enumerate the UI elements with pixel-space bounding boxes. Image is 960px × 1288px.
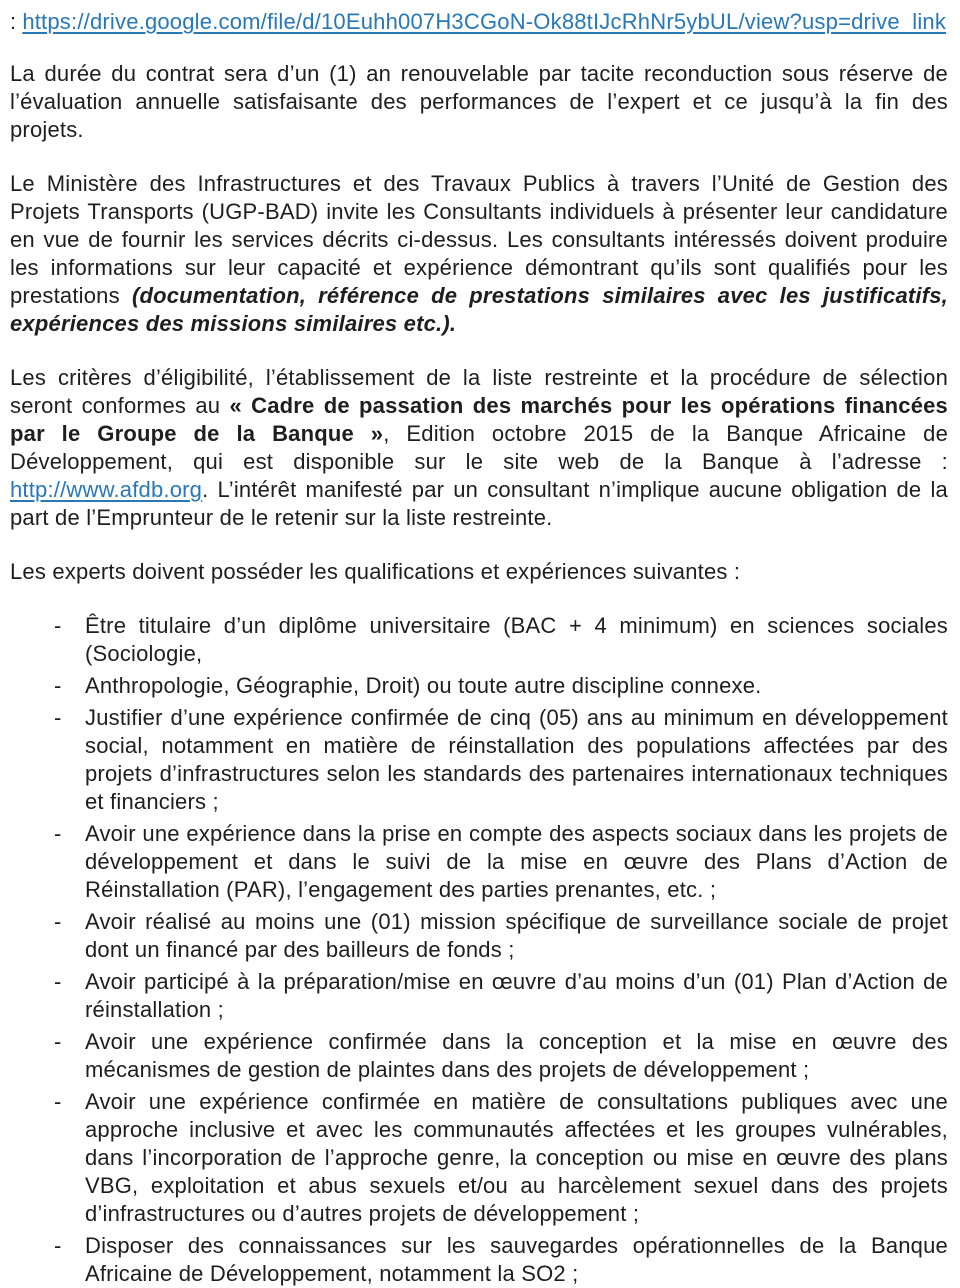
requirement-text: Disposer des connaissances sur les sauvegardes opérationnelles de la Banque Africaine de Développement, notamment la SO2 ; xyxy=(85,1233,948,1286)
list-item xyxy=(10,612,948,668)
paragraph-emphasis-documentation: (documentation, référence de prestations similaires avec les justificatifs, expériences des missions similaires etc.). xyxy=(10,283,948,336)
paragraph-text: , Edition octobre 2015 de la Banque Africaine de Développement, qui est disponible sur le site web de la Banque à l’adresse : xyxy=(10,421,949,474)
paragraph-text: Les critères d’éligibilité, l’établissement de la liste restreinte et la procédure de sélection seront conformes au xyxy=(10,365,948,418)
list-item xyxy=(10,968,948,1024)
list-item xyxy=(10,1232,948,1288)
requirements-list xyxy=(10,612,948,1288)
bullet-dash: - xyxy=(54,705,62,730)
requirement-text: Être titulaire d’un diplôme universitaire (BAC + 4 minimum) en sciences sociales (Sociologie, xyxy=(85,613,948,666)
paragraph-emphasis-cadre: « Cadre de passation des marchés pour les opérations financées par le Groupe de la Banque » xyxy=(10,393,948,446)
drive-link-line xyxy=(10,8,948,36)
paragraph-invitation xyxy=(10,170,948,338)
list-item xyxy=(10,1028,948,1084)
bullet-dash: - xyxy=(54,969,62,994)
bullet-dash: - xyxy=(54,1089,62,1114)
list-item xyxy=(10,820,948,904)
paragraph-text: . L’intérêt manifesté par un consultant n’implique aucune obligation de la part de l’Emprunteur de le retenir sur la liste restreinte. xyxy=(10,477,948,530)
list-item xyxy=(10,672,948,700)
requirement-text: Justifier d’une expérience confirmée de cinq (05) ans au minimum en développement social, notamment en matière de réinstallation des populations affectées par des projets d’infrastructures selon les standards des partenaires internationaux techniques et financiers ; xyxy=(85,705,948,814)
requirement-text: Avoir réalisé au moins une (01) mission spécifique de surveillance sociale de projet dont un financé par des bailleurs de fonds ; xyxy=(85,909,948,962)
afdb-link[interactable]: http://www.afdb.org xyxy=(10,477,203,502)
bullet-dash: - xyxy=(54,613,62,638)
paragraph-contract-duration xyxy=(10,60,948,144)
requirement-text: Anthropologie, Géographie, Droit) ou toute autre discipline connexe. xyxy=(85,673,762,698)
qualifications-heading: Les experts doivent posséder les qualifications et expériences suivantes : xyxy=(10,559,741,584)
bullet-dash: - xyxy=(54,1029,62,1054)
bullet-dash: - xyxy=(54,673,62,698)
drive-link[interactable]: https://drive.google.com/file/d/10Euhh007H3CGoN-Ok88tIJcRhNr5ybUL/view?usp=drive_link xyxy=(22,9,947,34)
requirement-text: Avoir une expérience confirmée en matière de consultations publiques avec une approche inclusive et avec les communautés affectées et les groupes vulnérables, dans l’incorporation de l’approche genre, la conception ou mise en œuvre des plans VBG, exploitation et abus sexuels et/ou au harcèlement sexuel dans des projets d’infrastructures ou d’autres projets de développement ; xyxy=(85,1089,948,1226)
requirement-text: Avoir participé à la préparation/mise en œuvre d’au moins d’un (01) Plan d’Action de réinstallation ; xyxy=(85,969,948,1022)
requirement-text: Avoir une expérience dans la prise en compte des aspects sociaux dans les projets de développement et dans le suivi de la mise en œuvre des Plans d’Action de Réinstallation (PAR), l’engagement des parties prenantes, etc. ; xyxy=(85,821,948,902)
bullet-dash: - xyxy=(54,821,62,846)
paragraph-text: Le Ministère des Infrastructures et des Travaux Publics à travers l’Unité de Gestion des Projets Transports (UGP-BAD) invite les Consultants individuels à présenter leur candidature en vue de fournir les services décrits ci-dessus. Les consultants intéressés doivent produire les informations sur leur capacité et expérience démontrant qu’ils sont qualifiés pour les prestations xyxy=(10,171,948,308)
list-item xyxy=(10,704,948,816)
list-item xyxy=(10,908,948,964)
link-prefix-colon: : xyxy=(10,9,17,34)
list-item xyxy=(10,1088,948,1228)
paragraph-eligibility xyxy=(10,364,948,532)
bullet-dash: - xyxy=(54,1233,62,1258)
paragraph-text: La durée du contrat sera d’un (1) an renouvelable par tacite reconduction sous réserve de l’évaluation annuelle satisfaisante des performances de l’expert et ce jusqu’à la fin des projets. xyxy=(10,61,948,142)
requirement-text: Avoir une expérience confirmée dans la conception et la mise en œuvre des mécanismes de gestion de plaintes dans des projets de développement ; xyxy=(85,1029,948,1082)
bullet-dash: - xyxy=(54,909,62,934)
